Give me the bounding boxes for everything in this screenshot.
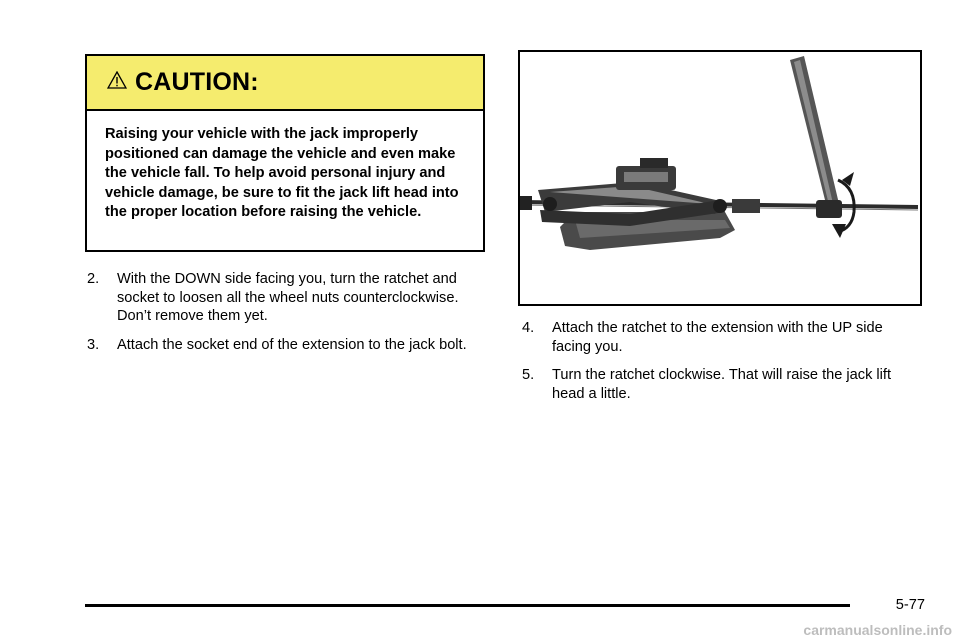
list-item — [87, 270, 487, 326]
list-item — [87, 336, 487, 355]
step-text: Attach the ratchet to the extension with the UP side facing you. — [552, 320, 883, 355]
step-number: 3. — [87, 336, 100, 353]
caution-box — [85, 54, 485, 252]
step-number: 5. — [522, 367, 535, 383]
caution-header — [87, 56, 483, 111]
step-text: With the DOWN side facing you, turn the ratchet and socket to loosen all the wheel nuts counterclockwise. Don’t remove them yet. — [117, 271, 459, 324]
page-number: 5-77 — [895, 597, 925, 613]
step-text: Turn the ratchet clockwise. That will raise the jack lift head a little. — [552, 367, 892, 402]
caution-text: Raising your vehicle with the jack improperly positioned can damage the vehicle and even make the vehicle fall. To help avoid personal injury and vehicle damage, be sure to fit the jack lift head into the proper location before raising the vehicle. — [105, 126, 459, 221]
caution-title: CAUTION: — [135, 68, 259, 96]
warning-triangle-icon — [107, 71, 127, 89]
step-number: 2. — [87, 271, 100, 287]
step-text: Attach the socket end of the extension to the jack bolt. — [117, 336, 467, 353]
watermark-text: carmanualsonline.info — [803, 622, 952, 638]
left-steps-list — [87, 270, 487, 364]
jack-with-ratchet-illustration — [520, 52, 920, 304]
right-steps-list — [522, 319, 922, 413]
list-item — [522, 319, 922, 356]
step-number: 4. — [522, 320, 535, 336]
jack-illustration — [518, 50, 922, 306]
footer-rule — [85, 604, 850, 607]
list-item — [522, 366, 922, 403]
watermark — [732, 622, 952, 638]
